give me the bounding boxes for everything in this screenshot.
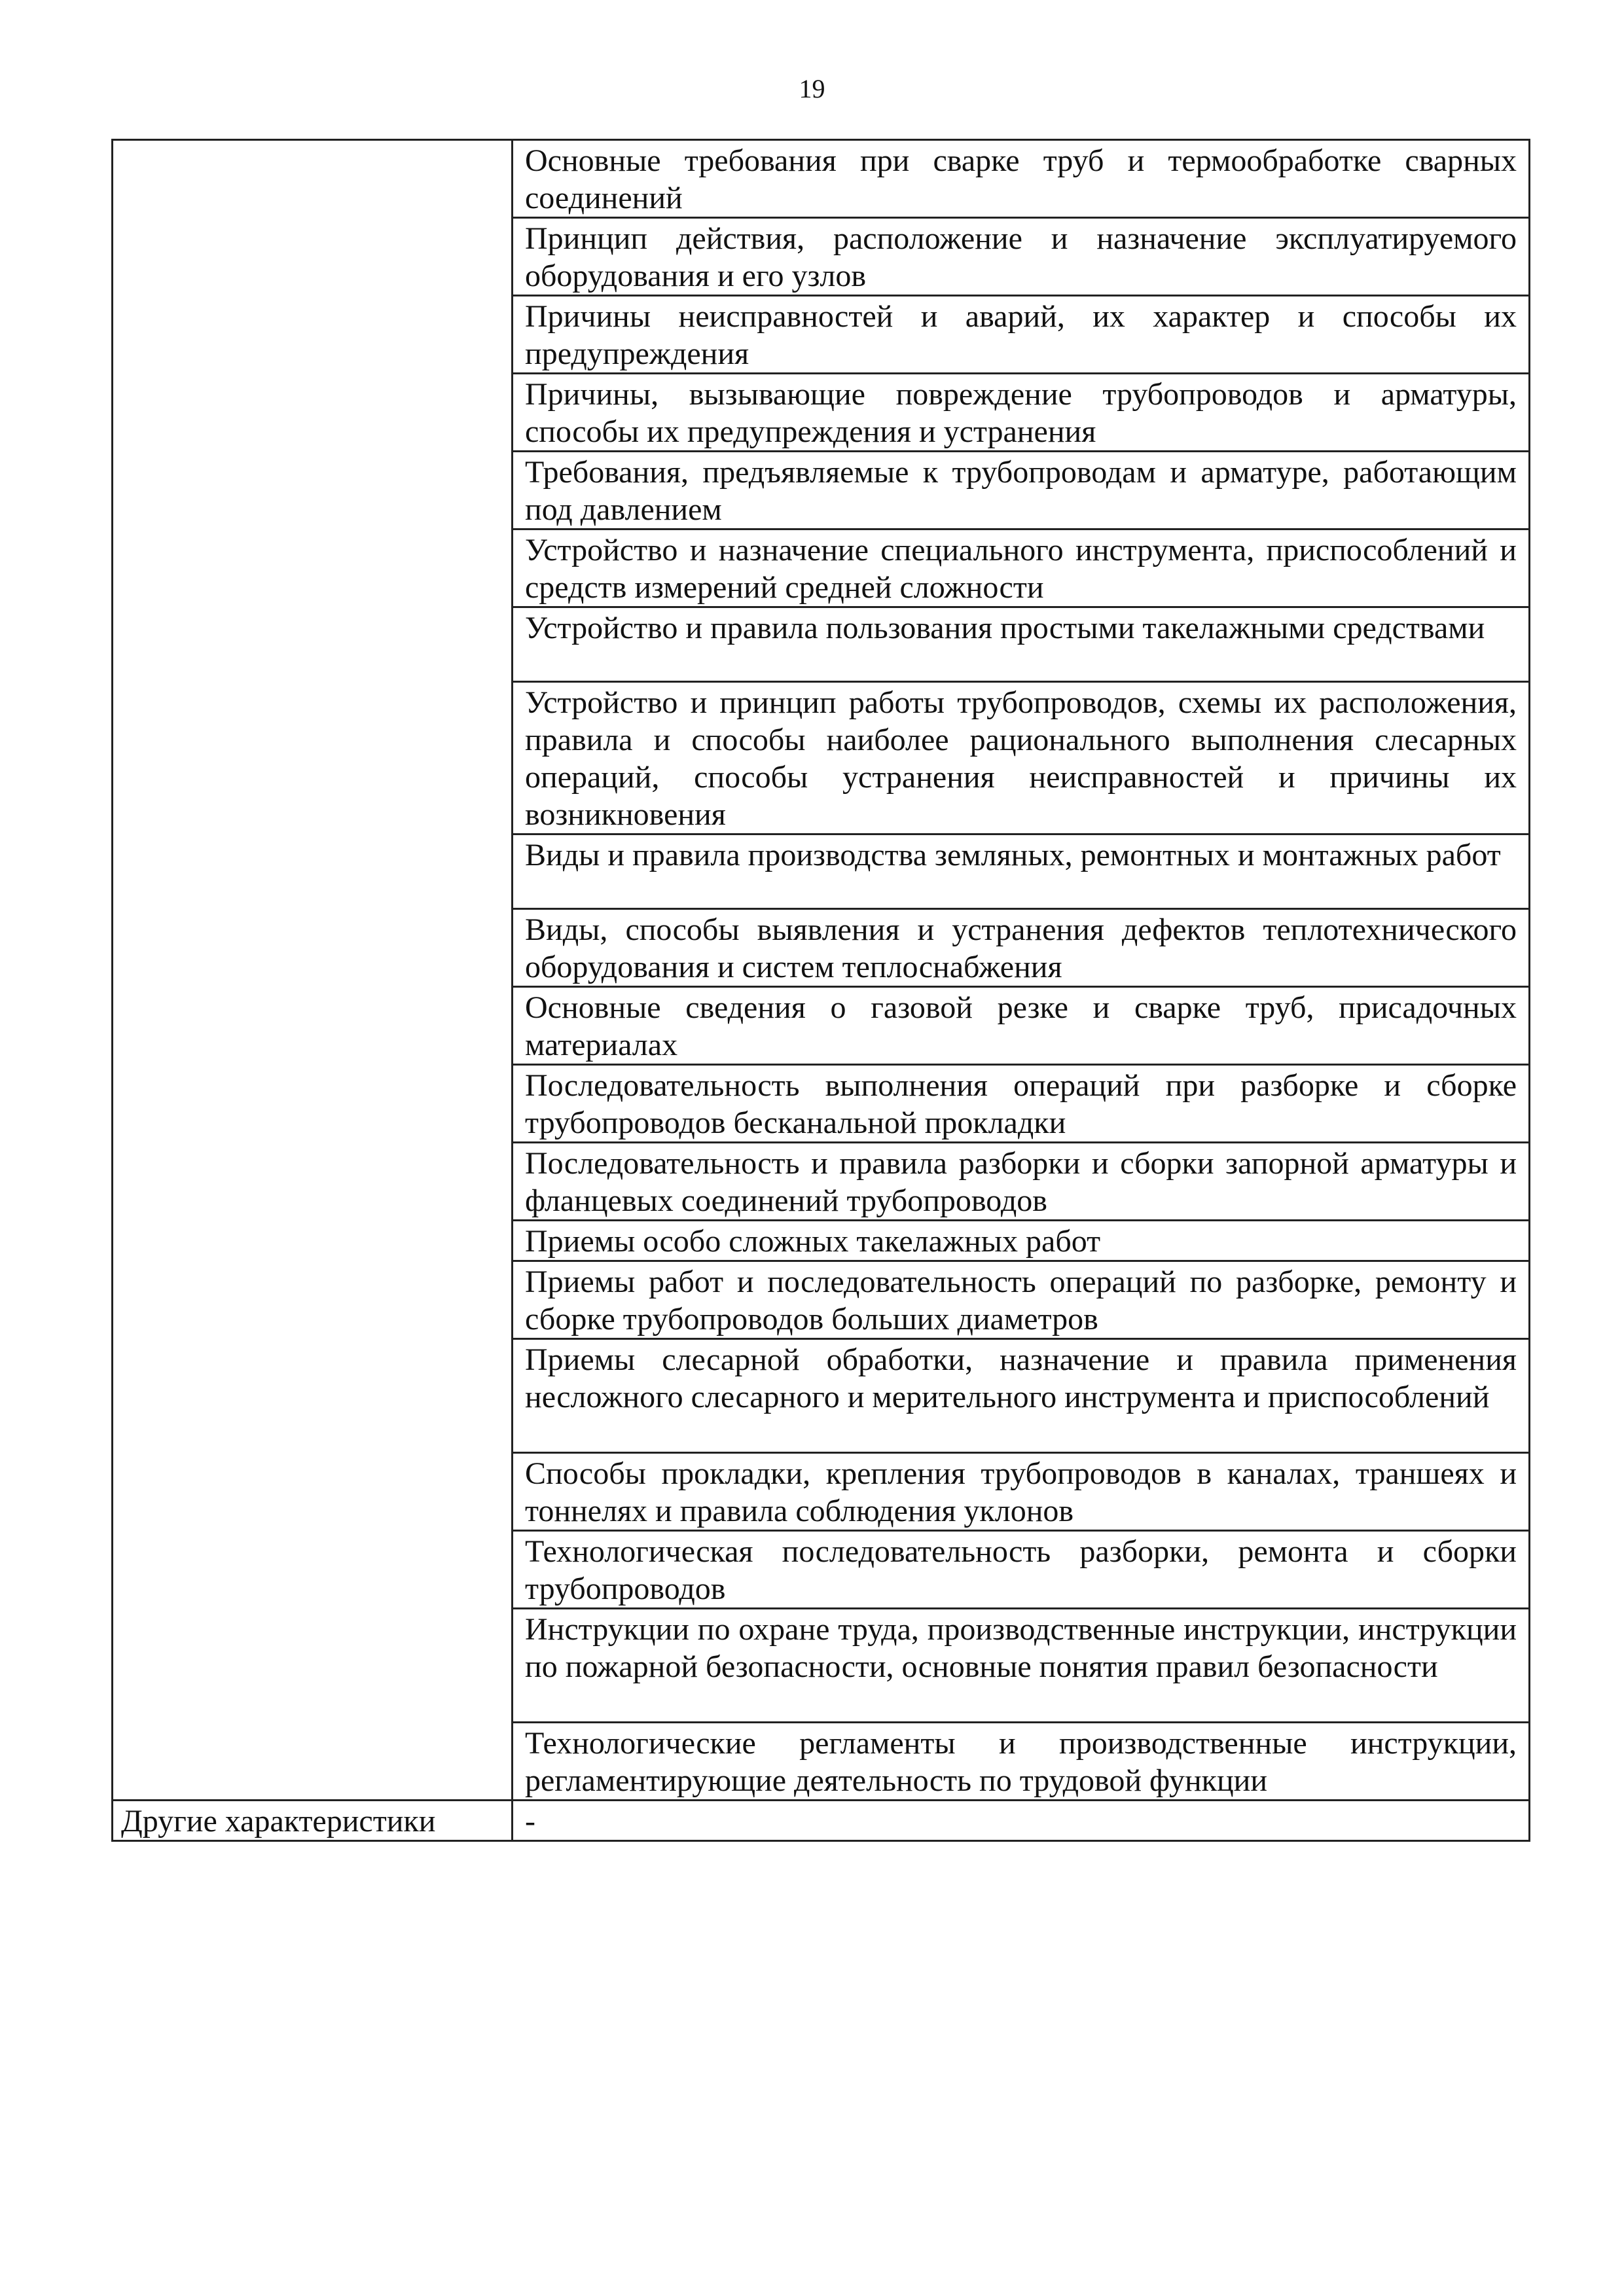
table-cell: Требования, предъявляемые к трубопроводам и арматуре, работающим под давлением	[513, 452, 1530, 529]
empty-left-cell	[113, 140, 513, 1801]
other-characteristics-value: -	[513, 1801, 1530, 1841]
table-cell: Инструкции по охране труда, производственные инструкции, инструкции по пожарной безопасности, основные понятия правил безопасности	[513, 1609, 1530, 1723]
table-cell: Виды и правила производства земляных, ремонтных и монтажных работ	[513, 834, 1530, 909]
table-cell: Технологические регламенты и производственные инструкции, регламентирующие деятельность по трудовой функции	[513, 1723, 1530, 1801]
table-row	[113, 140, 1530, 218]
table-cell: Причины неисправностей и аварий, их характер и способы их предупреждения	[513, 296, 1530, 374]
table-cell: Технологическая последовательность разборки, ремонта и сборки трубопроводов	[513, 1531, 1530, 1609]
table-cell: Устройство и правила пользования простыми такелажными средствами	[513, 607, 1530, 682]
table-cell: Приемы работ и последовательность операций по разборке, ремонту и сборке трубопроводов больших диаметров	[513, 1261, 1530, 1339]
table-cell: Способы прокладки, крепления трубопроводов в каналах, траншеях и тоннелях и правила соблюдения уклонов	[513, 1453, 1530, 1531]
table-cell: Причины, вызывающие повреждение трубопроводов и арматуры, способы их предупреждения и устранения	[513, 374, 1530, 452]
table-cell: Последовательность выполнения операций при разборке и сборке трубопроводов бесканальной прокладки	[513, 1065, 1530, 1143]
other-characteristics-row	[113, 1801, 1530, 1841]
table-cell: Последовательность и правила разборки и сборки запорной арматуры и фланцевых соединений трубопроводов	[513, 1143, 1530, 1221]
table-cell: Виды, способы выявления и устранения дефектов теплотехнического оборудования и систем теплоснабжения	[513, 909, 1530, 987]
table-cell: Основные требования при сварке труб и термообработке сварных соединений	[513, 140, 1530, 218]
table-cell: Устройство и принцип работы трубопроводов, схемы их расположения, правила и способы наиболее рационального выполнения слесарных операций, способы устранения неисправностей и причины их возникновения	[513, 682, 1530, 834]
table-cell: Принцип действия, расположение и назначение эксплуатируемого оборудования и его узлов	[513, 218, 1530, 296]
table-cell: Устройство и назначение специального инструмента, приспособлений и средств измерений средней сложности	[513, 529, 1530, 607]
page-number: 19	[799, 74, 825, 103]
other-characteristics-label: Другие характеристики	[113, 1801, 513, 1841]
table-cell: Приемы слесарной обработки, назначение и правила применения несложного слесарного и мерительного инструмента и приспособлений	[513, 1339, 1530, 1453]
knowledge-table	[111, 139, 1530, 1842]
table-cell: Приемы особо сложных такелажных работ	[513, 1221, 1530, 1261]
table-cell: Основные сведения о газовой резке и сварке труб, присадочных материалах	[513, 987, 1530, 1065]
